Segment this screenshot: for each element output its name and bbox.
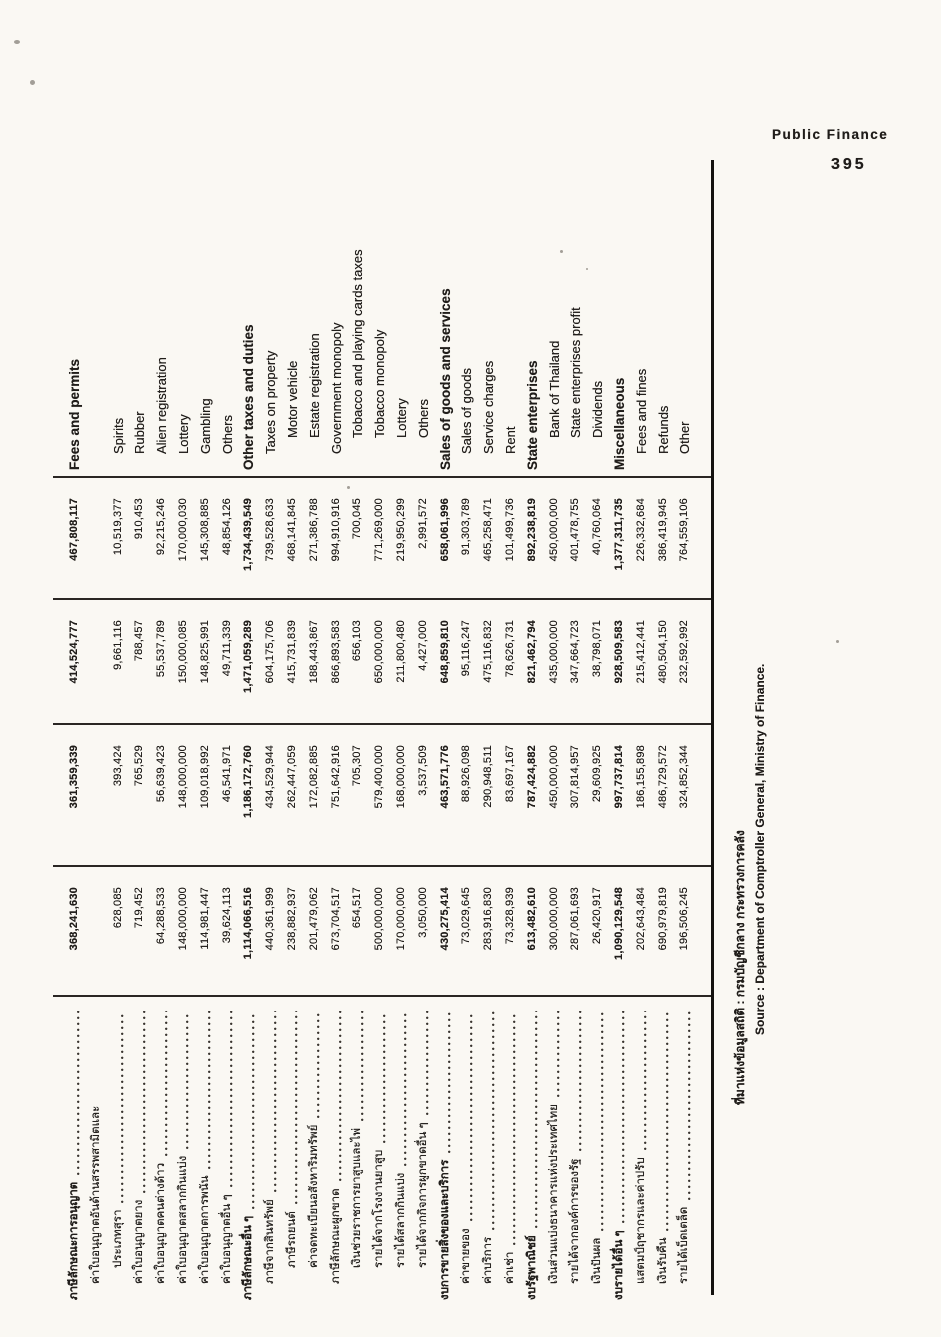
- english-label: Others: [219, 414, 235, 454]
- thai-label: ประเภทสุรา: [111, 1209, 124, 1268]
- source-line-thai: ที่มาแห่งข้อมูลสถิติ : กรมบัญชีกลาง กระทรวงการคลัง: [733, 830, 747, 1105]
- thai-label-cell: [631, 997, 653, 1300]
- dot-leader: [662, 1011, 671, 1231]
- table-row: [347, 120, 369, 1300]
- value-col3: 347,664,723: [569, 620, 582, 684]
- page-number: 395: [831, 156, 867, 173]
- value-col2: 3,537,509: [416, 745, 429, 796]
- thai-label: เงินส่วนแบ่งธนาคารแห่งประเทศไทย: [547, 1104, 560, 1284]
- value-col1: 114,981,447: [198, 887, 211, 950]
- english-label: Tobacco and playing cards taxes: [350, 249, 366, 438]
- value-col4: 450,000,000: [547, 498, 560, 562]
- value-col3: 435,000,000: [547, 620, 560, 684]
- value-col2: 434,529,944: [264, 745, 277, 809]
- thai-label-cell: [151, 997, 173, 1300]
- value-col4: 1,377,311,735: [613, 498, 625, 571]
- dot-leader: [117, 1011, 126, 1203]
- value-col3: 821,462,794: [525, 620, 538, 684]
- english-label: Sales of goods and services: [437, 288, 453, 470]
- english-label: State enterprises profit: [568, 307, 584, 438]
- dot-leader: [182, 1011, 191, 1149]
- thai-label-cell: [108, 997, 130, 1300]
- value-col2: 751,642,916: [329, 745, 342, 809]
- english-label: Motor vehicle: [285, 360, 300, 438]
- thai-label: รายได้จากโรงงานยาสูบ: [373, 1149, 386, 1268]
- value-col2: 262,447,059: [286, 745, 298, 809]
- value-col3: 78,626,731: [504, 620, 516, 678]
- english-label: Other taxes and duties: [241, 324, 257, 470]
- value-col3: 604,175,706: [264, 620, 277, 684]
- value-col2: 168,000,000: [395, 745, 407, 809]
- table-row: [217, 120, 239, 1300]
- dot-leader: [400, 1011, 409, 1166]
- value-col4: 271,386,788: [307, 498, 320, 562]
- value-col4: 892,238,819: [525, 498, 538, 562]
- english-label: Lottery: [176, 414, 191, 454]
- thai-label: ภาษีรถยนต์: [286, 1211, 298, 1268]
- thai-label: รายได้สลากกินแบ่ง: [395, 1172, 407, 1268]
- dot-leader: [531, 1011, 540, 1228]
- value-col3: 415,731,839: [286, 620, 298, 684]
- dot-leader: [248, 1011, 257, 1209]
- value-col2: 148,000,000: [177, 745, 189, 809]
- value-col1: 238,882,937: [286, 887, 298, 951]
- english-label: Taxes on property: [263, 350, 279, 454]
- thai-label: รายได้จากองค์การของรัฐ: [569, 1158, 582, 1284]
- value-col1: 73,328,939: [504, 887, 516, 945]
- value-col1: 613,482,610: [525, 887, 538, 951]
- thai-label: งบการขายสิ่งของและบริการ: [438, 1159, 451, 1300]
- thai-label-cell: [173, 997, 195, 1300]
- value-col2: 486,729,572: [656, 745, 669, 809]
- value-col1: 368,241,630: [68, 887, 80, 951]
- table-row: [282, 120, 304, 1300]
- english-label: Miscellaneous: [612, 377, 627, 470]
- english-label: State enterprises: [524, 360, 540, 470]
- thai-label: ค่าจดทะเบียนอสังหาริมทรัพย์: [307, 1124, 320, 1268]
- value-col4: 771,269,000: [373, 498, 386, 562]
- thai-label-cell: [435, 997, 457, 1300]
- value-col2: 579,400,000: [373, 745, 386, 809]
- value-col3: 414,524,777: [68, 620, 80, 684]
- thai-label: เงินช่วยราชการยาสูบและไพ่: [351, 1128, 364, 1268]
- scan-speck: [30, 80, 35, 85]
- thai-label-cell: [195, 997, 217, 1300]
- value-col3: 211,800,480: [395, 620, 407, 683]
- value-col3: 650,000,000: [373, 620, 386, 684]
- value-col3: 188,443,867: [307, 620, 320, 684]
- thai-label: ค่าขายของ: [460, 1228, 473, 1284]
- thai-label-cell: [217, 997, 239, 1300]
- source-line-english: Source : Department of Comptroller General, Ministry of Finance.: [753, 663, 767, 1035]
- dot-leader: [618, 1011, 627, 1223]
- value-col3: 232,592,992: [678, 620, 691, 684]
- thai-label: งบรายได้อื่น ๆ: [613, 1230, 625, 1300]
- thai-label-cell: [369, 997, 391, 1300]
- value-col2: 393,424: [111, 745, 124, 787]
- thai-label-cell: [478, 997, 500, 1300]
- value-col1: 1,090,129,548: [613, 887, 625, 960]
- value-col4: 2,991,572: [416, 498, 429, 549]
- dot-leader: [488, 1011, 497, 1230]
- value-col2: 361,359,339: [68, 745, 80, 809]
- table-row: [238, 120, 260, 1300]
- english-label: Sales of goods: [459, 367, 475, 454]
- value-col2: 88,926,098: [460, 745, 473, 803]
- dot-leader: [597, 1011, 606, 1231]
- thai-label: ค่าใบอนุญาตยาง: [133, 1199, 146, 1284]
- dot-leader: [444, 1011, 453, 1153]
- value-col3: 656,103: [351, 620, 364, 662]
- value-col1: 202,643,484: [634, 887, 647, 951]
- value-col3: 480,504,150: [656, 620, 669, 684]
- english-label: Government monopoly: [328, 322, 344, 454]
- thai-label: ค่าเช่า: [504, 1251, 516, 1284]
- value-col1: 170,000,000: [395, 887, 407, 951]
- dot-leader: [684, 1011, 693, 1200]
- value-col4: 468,141,845: [286, 498, 298, 562]
- english-label: Fees and fines: [633, 368, 649, 454]
- value-col4: 91,303,789: [460, 498, 473, 556]
- table-row: [304, 120, 326, 1300]
- table-row: [64, 120, 86, 1300]
- value-col4: 226,332,684: [634, 498, 647, 562]
- table-row: [195, 120, 217, 1300]
- value-col4: 386,419,945: [656, 498, 669, 562]
- table-row: [173, 120, 195, 1300]
- english-label: Gambling: [197, 398, 213, 454]
- value-col4: 170,000,030: [177, 498, 189, 562]
- table-row: [108, 120, 130, 1300]
- scan-speck: [836, 640, 839, 643]
- thai-label-cell: [260, 997, 282, 1300]
- thai-label: เงินรับคืน: [656, 1237, 669, 1284]
- value-col3: 148,825,991: [198, 620, 211, 684]
- value-col2: 1,186,172,760: [242, 745, 255, 818]
- value-col1: 300,000,000: [547, 887, 560, 951]
- value-col3: 55,537,789: [155, 620, 168, 678]
- thai-label-cell: [326, 997, 348, 1300]
- thai-label-cell: [456, 997, 478, 1300]
- value-col4: 994,910,916: [329, 498, 342, 562]
- thai-label-cell: [500, 997, 522, 1300]
- value-col2: 109,018,992: [198, 745, 211, 809]
- thai-label: แสตมป์ฤชากรและค่าปรับ: [634, 1157, 647, 1284]
- thai-label-cell: [674, 997, 696, 1300]
- dot-leader: [291, 1011, 300, 1204]
- table-bottom-border: [711, 160, 714, 1295]
- dot-leader: [73, 1011, 82, 1175]
- value-col1: 148,000,000: [177, 887, 189, 951]
- dot-leader: [357, 1011, 366, 1121]
- revenue-table-rotated: [53, 120, 793, 1300]
- value-col2: 997,737,814: [613, 745, 625, 809]
- english-label: Service charges: [481, 360, 497, 454]
- value-col2: 46,541,971: [220, 745, 233, 803]
- value-col4: 1,734,439,549: [242, 498, 255, 571]
- value-col1: 500,000,000: [373, 887, 386, 951]
- thai-label: ค่าใบอนุญาตการพนัน: [198, 1175, 211, 1284]
- dot-leader: [204, 1011, 213, 1169]
- value-col3: 95,116,247: [460, 620, 473, 677]
- table-row: [674, 120, 696, 1300]
- value-col4: 145,308,885: [198, 498, 211, 562]
- thai-label-cell: [565, 997, 587, 1300]
- value-col4: 700,045: [351, 498, 364, 540]
- value-col1: 26,420,917: [591, 887, 604, 945]
- english-label: Others: [415, 398, 431, 438]
- thai-label: เงินปันผล: [591, 1237, 604, 1284]
- value-col2: 186,155,898: [634, 745, 647, 809]
- value-col1: 201,479,062: [307, 887, 320, 951]
- value-col3: 150,000,085: [177, 620, 189, 684]
- thai-label-cell: [522, 997, 544, 1300]
- table-row: [500, 120, 522, 1300]
- value-col3: 4,427,000: [416, 620, 429, 671]
- thai-label: รายได้จากกิจการผูกขาดอื่น ๆ: [416, 1122, 429, 1268]
- value-col1: 196,506,245: [678, 887, 691, 951]
- value-col4: 739,528,633: [264, 498, 277, 562]
- value-col3: 38,798,071: [591, 620, 604, 678]
- english-label: Alien registration: [154, 357, 170, 454]
- value-col4: 401,478,755: [569, 498, 582, 562]
- value-col1: 430,275,414: [438, 887, 451, 951]
- english-label: Estate registration: [306, 333, 322, 438]
- value-col1: 283,916,830: [482, 887, 495, 951]
- thai-label: ภาษีลักษณะอื่น ๆ: [242, 1215, 255, 1300]
- table-row: [587, 120, 609, 1300]
- thai-label: ค่าบริการ: [482, 1236, 495, 1284]
- thai-label-cell: [587, 997, 609, 1300]
- value-col3: 648,859,810: [438, 620, 451, 684]
- value-col4: 658,061,996: [438, 498, 451, 562]
- value-col1: 673,704,517: [329, 887, 342, 951]
- value-col4: 40,760,064: [591, 498, 604, 556]
- thai-label-cell: [129, 997, 151, 1300]
- value-col4: 467,808,117: [68, 498, 80, 561]
- dot-leader: [466, 1011, 475, 1221]
- english-label: Rubber: [132, 411, 148, 454]
- english-label: Tobacco monopoly: [372, 329, 388, 438]
- value-col2: 787,424,882: [525, 745, 538, 809]
- dot-leader: [575, 1011, 584, 1151]
- english-label: Refunds: [655, 405, 671, 454]
- value-col1: 690,979,819: [656, 887, 669, 951]
- table-row: [631, 120, 653, 1300]
- thai-label-cell: [238, 997, 260, 1300]
- value-col1: 719,452: [133, 887, 146, 929]
- value-col4: 910,453: [133, 498, 146, 540]
- thai-label-cell: [64, 997, 86, 1300]
- value-col3: 928,509,583: [613, 620, 625, 684]
- english-label: Other: [677, 421, 693, 454]
- thai-label-cell: [347, 997, 369, 1300]
- value-col3: 9,661,116: [111, 620, 124, 670]
- value-col2: 172,082,885: [307, 745, 320, 809]
- table-row: [86, 120, 108, 1300]
- english-label: Lottery: [394, 398, 409, 438]
- scan-speck: [14, 40, 20, 44]
- table-row: [565, 120, 587, 1300]
- value-col2: 307,814,957: [569, 745, 582, 809]
- value-col3: 215,412,441: [634, 620, 647, 684]
- value-col4: 92,215,246: [155, 498, 168, 556]
- table-row: [326, 120, 348, 1300]
- table-row: [369, 120, 391, 1300]
- dot-leader: [335, 1011, 344, 1181]
- value-col3: 866,893,583: [329, 620, 342, 684]
- dot-leader: [270, 1011, 279, 1192]
- dot-leader: [226, 1011, 235, 1187]
- thai-label-cell: [304, 997, 326, 1300]
- dot-leader: [139, 1011, 148, 1193]
- value-col1: 64,288,533: [155, 887, 168, 945]
- dot-leader: [161, 1011, 170, 1156]
- english-label: Dividends: [590, 380, 606, 438]
- dot-leader: [553, 1011, 562, 1097]
- value-col1: 3,050,000: [416, 887, 429, 938]
- table-row: [129, 120, 151, 1300]
- table-row: [544, 120, 566, 1300]
- value-col2: 705,307: [351, 745, 364, 787]
- table-row: [435, 120, 457, 1300]
- thai-label: รายได้เบ็ดเตล็ด: [678, 1206, 691, 1284]
- table-row: [391, 120, 413, 1300]
- value-col2: 463,571,776: [438, 745, 451, 809]
- english-label: Spirits: [110, 417, 126, 454]
- value-col1: 440,361,999: [264, 887, 277, 951]
- value-col4: 219,950,299: [395, 498, 407, 562]
- thai-label: ค่าใบอนุญาตอื่น ๆ: [220, 1194, 233, 1284]
- value-col3: 49,711,339: [220, 620, 233, 677]
- dot-leader: [313, 1011, 322, 1118]
- value-col2: 290,948,511: [482, 745, 495, 808]
- english-label: Fees and permits: [67, 358, 82, 470]
- english-label: Rent: [503, 426, 518, 454]
- table-row: [151, 120, 173, 1300]
- thai-label-cell: [609, 997, 631, 1300]
- dot-leader: [640, 1011, 649, 1150]
- table-row: [522, 120, 544, 1300]
- table-row: [653, 120, 675, 1300]
- value-col2: 56,639,423: [155, 745, 168, 803]
- value-col1: 1,114,066,516: [242, 887, 255, 960]
- value-col2: 29,609,925: [591, 745, 604, 803]
- dot-leader: [379, 1011, 388, 1143]
- table-row: [456, 120, 478, 1300]
- table-row: [609, 120, 631, 1300]
- thai-label-cell: [653, 997, 675, 1300]
- value-col4: 48,854,126: [220, 498, 233, 556]
- thai-label: ภาษีจากสินทรัพย์: [264, 1199, 277, 1284]
- thai-label-cell: [544, 997, 566, 1300]
- thai-label: งบรัฐพาณิชย์: [525, 1235, 538, 1300]
- thai-label-cell: [282, 997, 304, 1300]
- value-col1: 628,085: [111, 887, 124, 929]
- value-col3: 788,457: [133, 620, 146, 662]
- value-col4: 101,499,736: [504, 498, 516, 562]
- thai-label: ภาษีลักษณะการอนุญาต: [68, 1181, 80, 1300]
- english-label: Bank of Thailand: [546, 340, 562, 438]
- table-row: [260, 120, 282, 1300]
- value-col1: 287,061,693: [569, 887, 582, 951]
- value-col4: 10,519,377: [111, 498, 124, 556]
- table-row: [413, 120, 435, 1300]
- dot-leader: [509, 1011, 518, 1245]
- value-col3: 1,471,059,289: [242, 620, 255, 693]
- thai-label: ค่าใบอนุญาตสลากกินแบ่ง: [177, 1155, 189, 1284]
- value-col2: 324,852,344: [678, 745, 691, 809]
- thai-label: ค่าใบอนุญาตอันด้านสรรพสามิตและ: [89, 1105, 102, 1284]
- value-col1: 654,517: [351, 887, 364, 929]
- table-row: [478, 120, 500, 1300]
- value-col2: 83,697,167: [504, 745, 516, 803]
- value-col2: 765,529: [133, 745, 146, 787]
- value-col4: 764,559,106: [678, 498, 691, 562]
- thai-label: ภาษีลักษณะผูกขาด: [329, 1188, 342, 1284]
- thai-label-cell: [86, 997, 108, 1300]
- thai-label: ค่าใบอนุญาตคนต่างด้าว: [155, 1162, 168, 1284]
- thai-label-cell: [413, 997, 435, 1300]
- value-col1: 39,624,113: [220, 887, 233, 944]
- page-header-title: Public Finance: [772, 127, 889, 142]
- value-col3: 475,116,832: [482, 620, 495, 683]
- value-col2: 450,000,000: [547, 745, 560, 809]
- value-col4: 465,258,471: [482, 498, 495, 562]
- dot-leader: [422, 1011, 431, 1115]
- value-col1: 73,029,645: [460, 887, 473, 945]
- thai-label-cell: [391, 997, 413, 1300]
